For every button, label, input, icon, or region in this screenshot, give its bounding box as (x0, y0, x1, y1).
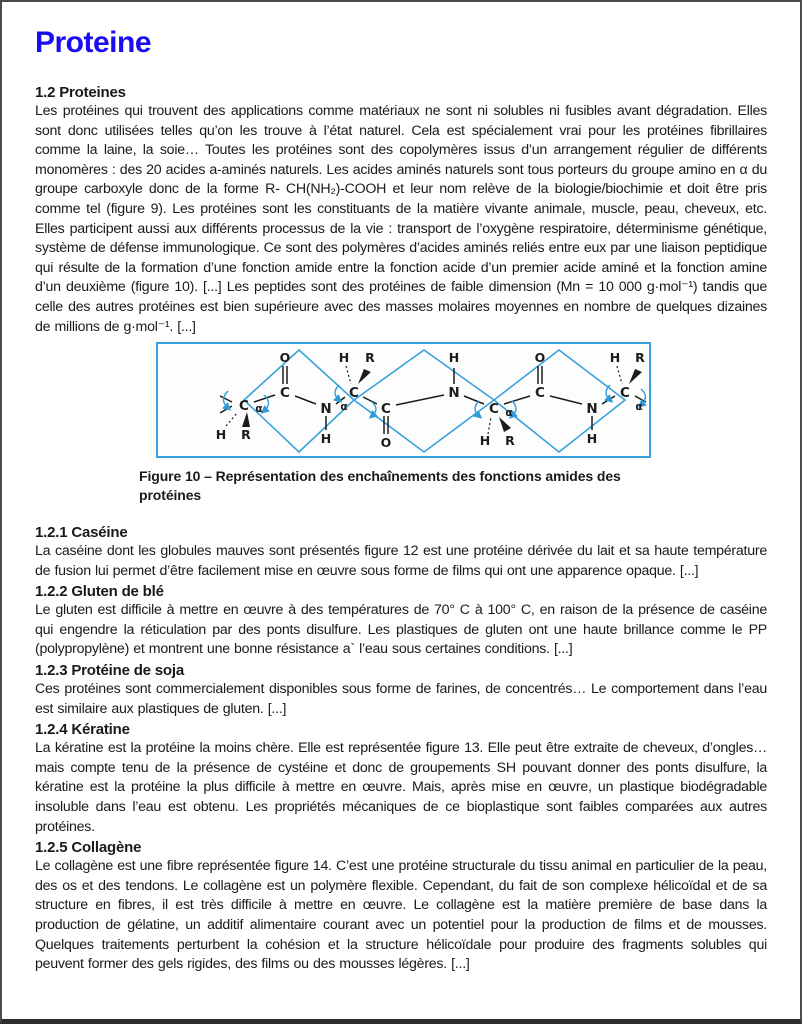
atom-label-n: N (586, 401, 598, 418)
atom-label-c-alpha: C (239, 398, 249, 415)
section-body-gluten: Le gluten est difficile à mettre en œuvre à des températures de 70° C à 100° C, en raison de la présence de caséine qui engendre la réticulation par des ponts disulfure. Les plastiques de gluten ont une haute brillance comme le PP (polypropylène) et montrent une bonne résistance a` l’eau sous certaines conditions. [...] (35, 602, 767, 658)
figure-10-frame (156, 342, 651, 458)
alpha-label: α (635, 401, 643, 414)
section-heading-keratine: 1.2.4 Kératine (35, 721, 130, 739)
alpha-label: α (340, 401, 348, 414)
atom-label-h: H (215, 427, 227, 443)
atom-label-c-alpha: C (489, 401, 499, 418)
atom-label-h: H (320, 431, 332, 447)
atom-label-o: O (279, 350, 291, 366)
atom-label-h: H (479, 433, 491, 449)
atom-label-o: O (380, 435, 392, 451)
section-heading-gluten: 1.2.2 Gluten de blé (35, 583, 164, 601)
page-title: Proteine (35, 26, 152, 59)
section-body-soja: Ces protéines sont commercialement disponibles sous forme de farines, de concentrés… Le comportement dans l’eau est similaire aux plastiques de gluten. [...] (35, 681, 767, 717)
atom-label-n: N (320, 401, 332, 418)
atom-label-h: H (338, 350, 350, 366)
wedge-r-bonds (242, 369, 642, 432)
section-body-proteines: Les protéines qui trouvent des applications comme matériaux ne sont ni solubles ni fusibles avant dégradation. Elles sont donc utilisées telles qu’on les trouve à l’état naturel. Cela est spécialement vrai pour les protéines fibrillaires comme la laine, la soie… Toutes les protéines sont des copolymères issus d’un arrangement régulier de différents monomères : des 20 acides a-aminés naturels. Les acides aminés naturels sont tous porteurs du groupe amino en α du groupe carboxyle donc de la forme R- CH(NH₂)-COOH et leur nom relève de la biologie/biochimie et doit être pris comme tel (figure 9). Les protéines sont les constituants de la matière vivante animale, muscle, peau, cheveux, etc. Elles participent aussi aux différents processus de la vie : transport de l’oxygène respiratoire, déterminisme génétique, système de défense immunologique. Ce sont des polymères d’acides aminés reliés entre eux par une liaison peptidique qui résulte de la formation d’une fonction amide entre la fonction acide d’un premier acide aminé et la fonction amine d’un deuxième (figure 10). [...] Les peptides sont des protéines de faible dimension (Mn = 10 000 g·mol⁻¹) tandis que celle des autres protéines est bien supérieure avec des masses molaires moyennes en nombre de quelques dizaines de millions de g·mol⁻¹. [...] (35, 103, 767, 335)
section-body-keratine: La kératine est la protéine la moins chère. Elle est représentée figure 13. Elle peut être extraite de cheveux, d’ongles… mais compte tenu de la présence de cystéine et donc de groupements SH pouvant donner des ponts disulfure, la kératine est la protéine la plus difficile à mettre en œuvre. Mais, après mise en œuvre, un plastique biodégradable insoluble dans l’eau est obtenu. Les propriétés mécaniques de ce bioplastique sont faibles comparées aux autres protéines. (35, 740, 767, 835)
section-body-caseine: La caséine dont les globules mauves sont présentés figure 12 est une protéine dérivée du lait et sa haute température de fusion lui permet d’être facilement mise en œuvre sous forme de films qui ont une apparence opaque. [...] (35, 543, 767, 579)
atom-label-r: R (635, 350, 645, 366)
section-body-collagene: Le collagène est une fibre représentée figure 14. C’est une protéine structurale du tissu animal en particulier de la peau, des os et des tendons. Le collagène est un polymère flexible. Cependant, du fait de son complexe hélicoïdal et de sa structure en fibres, il est très difficile à mettre en œuvre. Le collagène est la matière première de base dans la production de gélatine, un additif alimentaire courant avec un potentiel pour la production de films et de mousses. Quelques traitements perturbent la cohésion et la structure hélicoïdale pour produire des fragments solubles qui peuvent former des gels rigides, des films ou des mousses légères. [...] (35, 858, 767, 973)
atom-label-r: R (365, 350, 375, 366)
figure-10-caption: Figure 10 – Représentation des enchaînements des fonctions amides des protéines (139, 468, 621, 503)
atom-label-h: H (448, 350, 460, 366)
section-heading-soja: 1.2.3 Protéine de soja (35, 662, 184, 680)
atom-label-h: H (586, 431, 598, 447)
atom-label-n: N (448, 385, 460, 402)
atom-label-c: C (280, 385, 290, 402)
atom-label-r: R (505, 433, 515, 449)
atom-label-c: C (535, 385, 545, 402)
atom-label-c: C (381, 401, 391, 418)
peptide-chain-diagram (158, 344, 649, 456)
atom-label-c-alpha: C (349, 385, 359, 402)
atom-label-h: H (609, 350, 621, 366)
figure-10 (156, 342, 767, 458)
section-heading-proteines: 1.2 Proteines (35, 84, 126, 101)
atom-label-c-alpha: C (620, 385, 630, 402)
alpha-label: α (505, 407, 513, 420)
section-heading-collagene: 1.2.5 Collagène (35, 839, 142, 857)
atom-label-r: R (241, 427, 251, 443)
alpha-label: α (255, 403, 263, 416)
atom-label-o: O (534, 350, 546, 366)
section-heading-caseine: 1.2.1 Caséine (35, 524, 128, 542)
